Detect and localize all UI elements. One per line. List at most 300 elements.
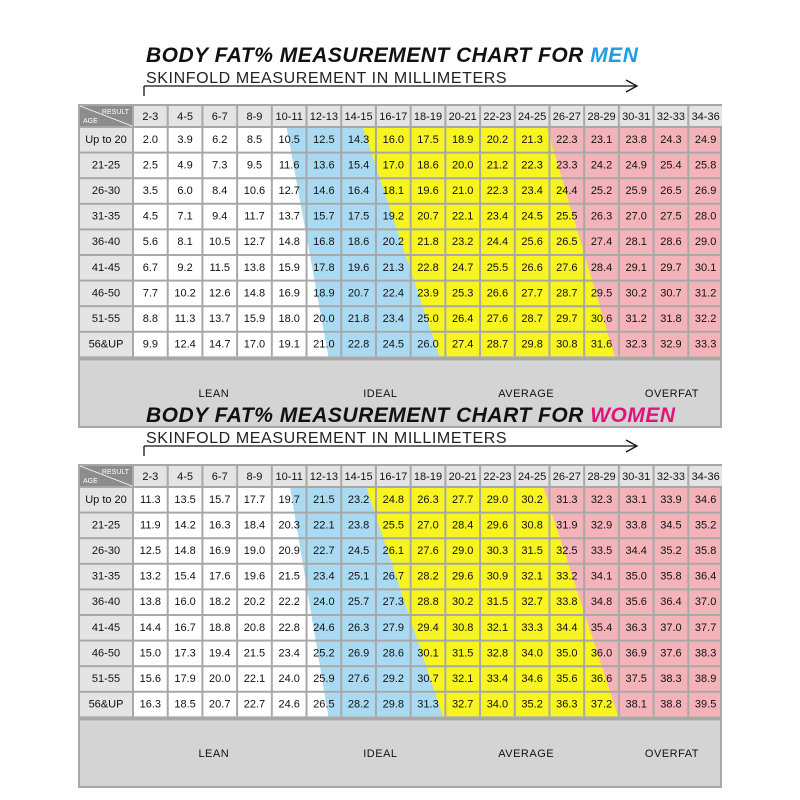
value-cell: 19.1 <box>278 338 300 351</box>
value-cell: 26.4 <box>451 313 474 325</box>
table-row <box>140 699 717 711</box>
value-cell: 9.9 <box>142 338 159 351</box>
value-cell: 13.8 <box>243 261 266 274</box>
value-cell: 38.1 <box>625 698 647 711</box>
value-cell: 18.6 <box>417 159 439 172</box>
value-cell: 30.2 <box>521 493 543 506</box>
value-cell: 34.0 <box>486 698 509 711</box>
column-header-label: 12-13 <box>309 471 338 483</box>
table-row <box>140 596 717 608</box>
value-cell: 32.3 <box>590 493 613 506</box>
value-cell: 35.2 <box>694 519 717 532</box>
value-cell: 20.2 <box>486 133 509 146</box>
value-cell: 23.4 <box>278 647 300 660</box>
value-cell: 32.1 <box>486 621 509 634</box>
age-label: 36-40 <box>91 236 121 249</box>
value-cell: 22.1 <box>451 210 474 223</box>
table-row <box>140 622 717 634</box>
footer-overfat-label: OVERFAT <box>644 388 699 401</box>
value-cell: 29.6 <box>451 570 474 583</box>
value-cell: 24.4 <box>486 236 509 249</box>
value-cell: 27.5 <box>660 210 682 223</box>
value-cell: 16.3 <box>209 519 231 532</box>
value-cell: 6.2 <box>212 133 228 146</box>
value-cell: 37.5 <box>625 673 647 685</box>
age-label: 46-50 <box>91 287 121 300</box>
value-cell: 13.7 <box>278 210 300 223</box>
value-cell: 36.6 <box>590 673 613 685</box>
value-cell: 24.6 <box>313 621 335 634</box>
value-cell: 14.8 <box>278 236 300 249</box>
value-cell: 22.3 <box>556 133 578 146</box>
value-cell: 23.3 <box>556 159 578 172</box>
value-cell: 23.4 <box>382 313 405 325</box>
value-cell: 22.8 <box>417 261 439 274</box>
column-header-label: 4-5 <box>177 471 194 483</box>
value-cell: 19.7 <box>278 493 300 506</box>
value-cell: 28.6 <box>660 236 682 249</box>
column-header-label: 24-25 <box>518 471 547 483</box>
value-cell: 20.7 <box>209 698 231 711</box>
value-cell: 35.0 <box>625 570 647 583</box>
footer-lean-label: LEAN <box>198 748 230 761</box>
value-cell: 4.9 <box>177 159 193 172</box>
value-cell: 11.9 <box>140 519 161 532</box>
value-cell: 33.2 <box>556 570 578 583</box>
women-table-grid <box>78 464 722 788</box>
table-row <box>140 673 717 685</box>
value-cell: 15.7 <box>313 210 335 223</box>
value-cell: 24.0 <box>313 596 335 609</box>
value-cell: 14.8 <box>243 287 266 300</box>
value-cell: 22.4 <box>382 287 405 300</box>
value-cell: 27.6 <box>486 313 509 325</box>
value-cell: 31.5 <box>486 596 509 609</box>
table-row <box>143 313 717 325</box>
value-cell: 19.0 <box>243 545 266 557</box>
value-cell: 22.2 <box>278 596 300 609</box>
value-cell: 11.3 <box>174 313 196 325</box>
column-header-label: 24-25 <box>518 111 547 123</box>
value-cell: 23.4 <box>486 210 509 223</box>
column-header-label: 16-17 <box>379 111 408 123</box>
value-cell: 29.2 <box>382 673 405 685</box>
value-cell: 17.7 <box>243 493 266 506</box>
column-header-label: 18-19 <box>413 111 443 123</box>
value-cell: 4.5 <box>142 210 159 223</box>
value-cell: 31.5 <box>451 647 474 660</box>
value-cell: 39.5 <box>694 698 717 711</box>
value-cell: 27.3 <box>382 596 405 609</box>
value-cell: 36.4 <box>660 596 682 609</box>
value-cell: 13.8 <box>139 596 162 609</box>
value-cell: 21.0 <box>313 338 335 351</box>
value-cell: 22.1 <box>313 519 335 532</box>
value-cell: 7.3 <box>212 159 228 172</box>
value-cell: 26.6 <box>521 261 543 274</box>
table-row <box>140 519 716 531</box>
column-header-label: 8-9 <box>246 471 263 483</box>
age-label: 41-45 <box>91 261 121 274</box>
value-cell: 12.4 <box>174 338 196 351</box>
column-header-label: 32-33 <box>656 471 686 483</box>
value-cell: 25.0 <box>417 313 439 325</box>
value-cell: 16.0 <box>174 596 196 609</box>
value-cell: 28.1 <box>625 236 647 249</box>
value-cell: 23.1 <box>590 133 613 146</box>
value-cell: 38.3 <box>660 673 682 685</box>
value-cell: 22.7 <box>313 545 335 557</box>
value-cell: 24.9 <box>625 159 647 172</box>
value-cell: 18.0 <box>278 313 300 325</box>
value-cell: 20.2 <box>382 236 405 249</box>
value-cell: 33.1 <box>625 493 647 506</box>
value-cell: 12.5 <box>313 133 335 146</box>
women-table <box>78 464 722 788</box>
value-cell: 15.0 <box>139 647 162 660</box>
value-cell: 18.4 <box>243 519 266 532</box>
value-cell: 27.7 <box>451 493 474 506</box>
footer-ideal-label: IDEAL <box>363 748 398 761</box>
value-cell: 35.2 <box>521 698 543 711</box>
column-header-label: 28-29 <box>587 471 616 483</box>
table-row <box>140 494 716 506</box>
value-cell: 16.7 <box>174 621 196 634</box>
men-chart-title <box>146 44 638 68</box>
value-cell: 31.3 <box>556 493 578 506</box>
value-cell: 14.8 <box>174 545 196 557</box>
value-cell: 31.2 <box>694 287 717 300</box>
value-cell: 28.6 <box>382 647 405 660</box>
value-cell: 12.7 <box>243 236 266 249</box>
value-cell: 34.6 <box>694 493 717 506</box>
value-cell: 37.6 <box>660 647 682 660</box>
column-header-label: 10-11 <box>275 111 303 123</box>
value-cell: 23.9 <box>417 287 439 300</box>
age-label: 26-30 <box>91 545 121 557</box>
column-header-label: 14-15 <box>344 111 373 123</box>
women-direction-arrow-icon <box>140 436 650 456</box>
value-cell: 35.6 <box>625 596 647 609</box>
value-cell: 29.8 <box>382 698 405 711</box>
value-cell: 26.5 <box>313 698 335 711</box>
men-title-gender: MEN <box>590 44 639 67</box>
value-cell: 3.9 <box>177 133 193 146</box>
value-cell: 24.6 <box>278 698 300 711</box>
age-label: 46-50 <box>91 647 121 660</box>
value-cell: 14.4 <box>139 621 162 634</box>
value-cell: 29.7 <box>556 313 578 325</box>
corner-result-label: RESULT <box>101 109 129 116</box>
value-cell: 30.1 <box>694 261 717 274</box>
value-cell: 32.5 <box>556 545 578 557</box>
value-cell: 20.8 <box>243 621 266 634</box>
value-cell: 23.8 <box>347 519 370 532</box>
value-cell: 19.6 <box>347 261 370 274</box>
value-cell: 32.9 <box>660 338 682 351</box>
value-cell: 29.0 <box>451 545 474 557</box>
value-cell: 24.0 <box>278 673 300 685</box>
value-cell: 20.2 <box>243 596 266 609</box>
table-row <box>140 571 717 583</box>
value-cell: 13.2 <box>139 570 162 583</box>
age-label: 31-35 <box>91 210 121 223</box>
men-table <box>78 104 722 428</box>
women-title-prefix: BODY FAT% MEASUREMENT CHART FOR <box>146 404 591 427</box>
value-cell: 33.3 <box>521 621 543 634</box>
age-label: Up to 20 <box>85 133 127 146</box>
value-cell: 24.3 <box>660 133 682 146</box>
age-label: 51-55 <box>91 313 121 325</box>
value-cell: 18.8 <box>209 621 231 634</box>
value-cell: 31.9 <box>556 519 578 532</box>
women-header-row <box>80 466 722 486</box>
value-cell: 35.8 <box>694 545 717 557</box>
value-cell: 17.0 <box>382 159 405 172</box>
value-cell: 35.4 <box>590 621 613 634</box>
value-cell: 25.3 <box>451 287 474 300</box>
value-cell: 28.2 <box>347 698 370 711</box>
value-cell: 14.3 <box>347 133 370 146</box>
value-cell: 24.2 <box>590 159 613 172</box>
value-cell: 28.7 <box>556 287 578 300</box>
footer-ideal-label: IDEAL <box>363 388 398 401</box>
value-cell: 21.8 <box>347 313 370 325</box>
value-cell: 34.0 <box>521 647 543 660</box>
value-cell: 10.2 <box>174 287 196 300</box>
value-cell: 9.2 <box>177 261 193 274</box>
value-cell: 35.8 <box>660 570 682 583</box>
women-title-gender: WOMEN <box>590 404 676 427</box>
value-cell: 26.5 <box>660 185 682 197</box>
value-cell: 19.4 <box>209 647 231 660</box>
value-cell: 13.6 <box>313 159 335 172</box>
value-cell: 15.4 <box>174 570 196 583</box>
value-cell: 18.9 <box>451 133 474 146</box>
value-cell: 26.6 <box>486 287 509 300</box>
value-cell: 11.5 <box>209 261 231 274</box>
age-label: 21-25 <box>91 519 121 532</box>
age-label: 56&UP <box>88 698 124 711</box>
column-header-label: 34-36 <box>691 111 720 123</box>
value-cell: 19.2 <box>382 210 405 223</box>
value-cell: 29.6 <box>486 519 509 532</box>
value-cell: 29.0 <box>486 493 509 506</box>
value-cell: 24.8 <box>382 493 405 506</box>
value-cell: 27.0 <box>625 210 647 223</box>
value-cell: 34.8 <box>590 596 613 609</box>
corner-cell <box>80 106 132 126</box>
value-cell: 23.2 <box>451 236 474 249</box>
age-label: 56&UP <box>88 338 124 351</box>
value-cell: 5.6 <box>142 236 159 249</box>
column-header-label: 30-31 <box>622 471 651 483</box>
value-cell: 26.3 <box>590 210 613 223</box>
value-cell: 29.1 <box>625 261 647 274</box>
value-cell: 32.1 <box>451 673 474 685</box>
men-chart-subtitle: SKINFOLD MEASUREMENT IN MILLIMETERS <box>146 70 508 87</box>
value-cell: 11.7 <box>244 210 265 223</box>
column-header-label: 14-15 <box>344 471 373 483</box>
value-cell: 30.8 <box>521 519 543 532</box>
value-cell: 30.7 <box>660 287 682 300</box>
value-cell: 28.2 <box>417 570 439 583</box>
value-cell: 35.2 <box>660 545 682 557</box>
women-footer <box>80 720 720 786</box>
value-cell: 25.5 <box>382 519 405 532</box>
value-cell: 22.8 <box>347 338 370 351</box>
value-cell: 17.5 <box>417 133 439 146</box>
value-cell: 7.7 <box>142 287 159 300</box>
column-header-label: 12-13 <box>309 111 338 123</box>
value-cell: 21.5 <box>243 647 266 660</box>
value-cell: 30.3 <box>486 545 509 557</box>
age-label: 51-55 <box>91 673 121 685</box>
value-cell: 6.7 <box>142 261 159 274</box>
value-cell: 37.2 <box>590 698 613 711</box>
value-cell: 24.9 <box>694 133 717 146</box>
value-cell: 17.5 <box>347 210 370 223</box>
value-cell: 34.4 <box>625 545 647 557</box>
value-cell: 28.7 <box>521 313 543 325</box>
value-cell: 16.3 <box>139 698 162 711</box>
value-cell: 14.7 <box>209 338 231 351</box>
men-chart-section <box>0 38 800 401</box>
value-cell: 31.6 <box>590 338 613 351</box>
value-cell: 33.9 <box>660 493 682 506</box>
value-cell: 26.1 <box>382 545 405 557</box>
value-cell: 28.8 <box>417 596 439 609</box>
value-cell: 29.0 <box>694 236 717 249</box>
age-label: 26-30 <box>91 185 121 197</box>
value-cell: 28.0 <box>694 210 717 223</box>
value-cell: 11.3 <box>140 493 161 506</box>
column-header-label: 16-17 <box>379 471 408 483</box>
value-cell: 27.9 <box>382 621 405 634</box>
table-row <box>143 236 717 248</box>
value-cell: 28.7 <box>486 338 509 351</box>
value-cell: 23.4 <box>521 185 543 197</box>
value-cell: 17.6 <box>209 570 231 583</box>
value-cell: 36.0 <box>590 647 613 660</box>
column-header-label: 20-21 <box>448 471 477 483</box>
value-cell: 26.9 <box>694 185 717 197</box>
value-cell: 25.5 <box>486 261 509 274</box>
value-cell: 27.0 <box>417 519 439 532</box>
value-cell: 31.8 <box>660 313 682 325</box>
value-cell: 29.5 <box>590 287 613 300</box>
value-cell: 27.6 <box>556 261 578 274</box>
value-cell: 30.7 <box>417 673 439 685</box>
value-cell: 8.8 <box>142 313 159 325</box>
column-header-label: 6-7 <box>211 111 228 123</box>
value-cell: 22.8 <box>278 621 300 634</box>
value-cell: 21.5 <box>278 570 300 583</box>
value-cell: 25.9 <box>625 185 647 197</box>
value-cell: 20.7 <box>347 287 370 300</box>
corner-result-label: RESULT <box>101 469 129 476</box>
value-cell: 25.7 <box>347 596 370 609</box>
value-cell: 19.6 <box>417 185 439 197</box>
value-cell: 37.0 <box>694 596 717 609</box>
column-header-label: 2-3 <box>142 471 159 483</box>
value-cell: 31.5 <box>521 545 543 557</box>
women-values <box>140 494 717 711</box>
value-cell: 34.6 <box>521 673 543 685</box>
value-cell: 22.7 <box>243 698 266 711</box>
value-cell: 16.9 <box>278 287 300 300</box>
value-cell: 15.9 <box>243 313 266 325</box>
value-cell: 10.5 <box>209 236 231 249</box>
value-cell: 21.3 <box>521 133 543 146</box>
table-row <box>140 647 717 659</box>
value-cell: 36.3 <box>625 621 647 634</box>
value-cell: 7.1 <box>177 210 193 223</box>
value-cell: 23.4 <box>313 570 335 583</box>
value-cell: 25.1 <box>347 570 370 583</box>
value-cell: 32.9 <box>590 519 613 532</box>
value-cell: 38.8 <box>660 698 682 711</box>
value-cell: 27.6 <box>417 545 439 557</box>
men-table-grid <box>78 104 722 428</box>
value-cell: 30.2 <box>625 287 647 300</box>
value-cell: 15.4 <box>347 159 370 172</box>
table-row <box>143 287 717 299</box>
value-cell: 20.0 <box>209 673 231 685</box>
value-cell: 6.0 <box>177 185 193 197</box>
value-cell: 11.6 <box>278 159 300 172</box>
value-cell: 32.7 <box>521 596 543 609</box>
column-header-label: 8-9 <box>246 111 263 123</box>
value-cell: 2.0 <box>142 133 159 146</box>
value-cell: 26.9 <box>347 647 370 660</box>
value-cell: 37.0 <box>660 621 682 634</box>
corner-age-label: AGE <box>83 118 98 125</box>
column-header-label: 32-33 <box>656 111 686 123</box>
value-cell: 8.5 <box>246 133 263 146</box>
value-cell: 26.3 <box>347 621 370 634</box>
column-header-label: 20-21 <box>448 111 477 123</box>
value-cell: 34.1 <box>590 570 613 583</box>
value-cell: 18.5 <box>174 698 196 711</box>
value-cell: 9.5 <box>246 159 263 172</box>
value-cell: 22.3 <box>521 159 543 172</box>
value-cell: 10.6 <box>243 185 266 197</box>
value-cell: 15.7 <box>209 493 231 506</box>
value-cell: 33.5 <box>590 545 613 557</box>
value-cell: 37.7 <box>694 621 717 634</box>
men-direction-arrow-icon <box>140 76 650 96</box>
value-cell: 12.7 <box>278 185 300 197</box>
value-cell: 30.8 <box>556 338 578 351</box>
value-cell: 38.3 <box>694 647 717 660</box>
value-cell: 19.6 <box>243 570 266 583</box>
value-cell: 36.4 <box>694 570 717 583</box>
value-cell: 30.9 <box>486 570 509 583</box>
column-header-label: 22-23 <box>483 111 512 123</box>
men-age-column <box>80 128 132 356</box>
value-cell: 17.9 <box>174 673 196 685</box>
column-header-label: 18-19 <box>413 471 443 483</box>
value-cell: 38.9 <box>694 673 717 685</box>
value-cell: 25.4 <box>660 159 682 172</box>
value-cell: 21.0 <box>451 185 474 197</box>
value-cell: 12.5 <box>139 545 162 557</box>
value-cell: 30.8 <box>451 621 474 634</box>
column-header-label: 28-29 <box>587 111 616 123</box>
corner-cell <box>80 466 132 486</box>
age-label: 41-45 <box>91 621 121 634</box>
